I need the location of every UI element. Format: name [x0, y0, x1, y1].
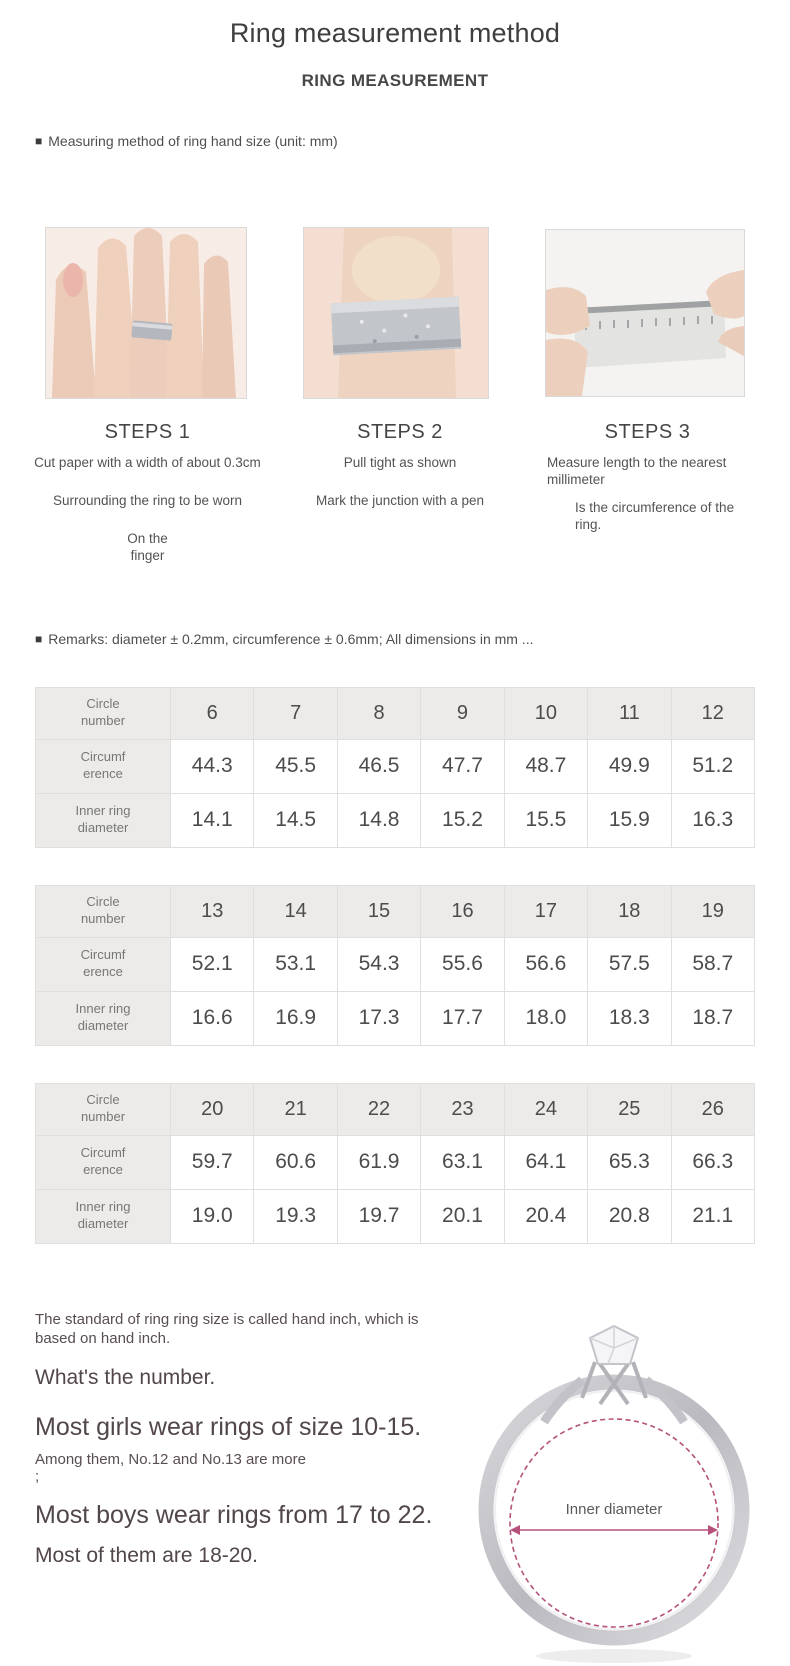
size-table-2	[35, 885, 755, 1046]
value-cell: 15.2	[421, 793, 504, 847]
value-cell: 18.0	[504, 991, 587, 1045]
value-cell: 49.9	[588, 739, 671, 793]
circle-number-cell: 17	[504, 885, 587, 937]
value-cell: 15.9	[588, 793, 671, 847]
value-cell: 58.7	[671, 937, 754, 991]
value-cell: 20.4	[504, 1189, 587, 1243]
row-label: Inner ring diameter	[36, 991, 171, 1045]
circle-number-cell: 23	[421, 1083, 504, 1135]
bottom-section	[0, 1310, 790, 1666]
ring-measurement-page	[0, 18, 790, 1666]
step2-title: STEPS 2	[357, 421, 443, 443]
circle-number-cell: 8	[337, 687, 420, 739]
measuring-method-label: Measuring method of ring hand size (unit: mm)	[48, 133, 338, 149]
measuring-method-heading	[35, 133, 790, 149]
circle-number-cell: 13	[171, 885, 254, 937]
value-cell: 19.3	[254, 1189, 337, 1243]
value-cell: 18.3	[588, 991, 671, 1045]
step3-line2: Is the circumference of the ring.	[575, 499, 735, 532]
sizing-notes	[0, 1310, 462, 1666]
value-cell: 17.7	[421, 991, 504, 1045]
circle-number-cell: 15	[337, 885, 420, 937]
row-label: Circle number	[36, 885, 171, 937]
inner-diameter-diagram	[462, 1318, 780, 1666]
value-cell: 66.3	[671, 1135, 754, 1189]
circle-number-cell: 25	[588, 1083, 671, 1135]
whats-the-number-note: What's the number.	[35, 1365, 216, 1389]
step1-line3: On the finger	[127, 530, 168, 563]
circle-number-cell: 9	[421, 687, 504, 739]
semicolon-note: ;	[35, 1467, 40, 1485]
step3-caption	[525, 399, 770, 565]
value-cell: 51.2	[671, 739, 754, 793]
hand-illustration	[46, 228, 246, 398]
value-cell: 14.8	[337, 793, 420, 847]
inner-diameter-row	[36, 991, 755, 1045]
circle-number-cell: 11	[588, 687, 671, 739]
step1-line1: Cut paper with a width of about 0.3cm	[34, 455, 261, 470]
value-cell: 15.5	[504, 793, 587, 847]
circle-number-row	[36, 1083, 755, 1135]
value-cell: 65.3	[588, 1135, 671, 1189]
step1-caption	[20, 399, 275, 565]
ring-reflection	[536, 1649, 692, 1663]
step1-title: STEPS 1	[104, 421, 191, 443]
value-cell: 64.1	[504, 1135, 587, 1189]
circumference-row	[36, 937, 755, 991]
value-cell: 21.1	[671, 1189, 754, 1243]
value-cell: 57.5	[588, 937, 671, 991]
circle-number-cell: 22	[337, 1083, 420, 1135]
row-label: Circumf erence	[36, 937, 171, 991]
boys-sizes-note: Most boys wear rings from 17 to 22.	[35, 1500, 433, 1529]
value-cell: 16.3	[671, 793, 754, 847]
value-cell: 20.1	[421, 1189, 504, 1243]
finger-closeup-illustration	[304, 228, 488, 398]
row-label: Circle number	[36, 687, 171, 739]
step-photos-row	[45, 227, 745, 399]
row-label: Circle number	[36, 1083, 171, 1135]
circle-number-cell: 20	[171, 1083, 254, 1135]
inner-diameter-dashed-circle	[510, 1419, 718, 1627]
circle-number-cell: 7	[254, 687, 337, 739]
row-label: Circumf erence	[36, 739, 171, 793]
size-table-3	[35, 1083, 755, 1244]
row-label: Circumf erence	[36, 1135, 171, 1189]
value-cell: 14.1	[171, 793, 254, 847]
step-captions-row	[20, 399, 780, 565]
page-subtitle: RING MEASUREMENT	[301, 71, 489, 90]
diameter-arrow	[510, 1525, 718, 1535]
circle-number-cell: 10	[504, 687, 587, 739]
standard-note: The standard of ring ring size is called hand inch, which is based on hand inch.	[35, 1310, 419, 1347]
circumference-row	[36, 1135, 755, 1189]
value-cell: 48.7	[504, 739, 587, 793]
step2-line1: Pull tight as shown	[343, 455, 457, 470]
value-cell: 54.3	[337, 937, 420, 991]
inner-diameter-row	[36, 793, 755, 847]
remarks-text: Remarks: diameter ± 0.2mm, circumference ± 0.6mm; All dimensions in mm ...	[48, 630, 534, 647]
circumference-row	[36, 739, 755, 793]
value-cell: 19.7	[337, 1189, 420, 1243]
value-cell: 18.7	[671, 991, 754, 1045]
value-cell: 16.6	[171, 991, 254, 1045]
square-bullet-icon: ■	[35, 631, 43, 646]
value-cell: 16.9	[254, 991, 337, 1045]
step1-hand-with-paper-ring-photo	[45, 227, 247, 399]
circle-number-cell: 21	[254, 1083, 337, 1135]
value-cell: 63.1	[421, 1135, 504, 1189]
row-label: Inner ring diameter	[36, 1189, 171, 1243]
circle-number-row	[36, 885, 755, 937]
circle-number-cell: 12	[671, 687, 754, 739]
step2-paper-strip-around-finger-photo	[303, 227, 489, 399]
circle-number-cell: 24	[504, 1083, 587, 1135]
value-cell: 17.3	[337, 991, 420, 1045]
value-cell: 20.8	[588, 1189, 671, 1243]
ring-size-table	[35, 885, 755, 1046]
girls-sizes-note: Most girls wear rings of size 10-15.	[35, 1412, 422, 1441]
diamond-icon	[590, 1326, 638, 1364]
ruler-strip-illustration	[546, 230, 744, 396]
circle-number-cell: 19	[671, 885, 754, 937]
value-cell: 19.0	[171, 1189, 254, 1243]
remarks-line	[35, 631, 790, 647]
among-them-note: Among them, No.12 and No.13 are more	[35, 1450, 306, 1468]
circle-number-cell: 26	[671, 1083, 754, 1135]
step2-line2: Mark the junction with a pen	[315, 492, 485, 508]
value-cell: 46.5	[337, 739, 420, 793]
ring-size-table	[35, 687, 755, 848]
value-cell: 59.7	[171, 1135, 254, 1189]
value-cell: 61.9	[337, 1135, 420, 1189]
most-of-them-note: Most of them are 18-20.	[35, 1543, 258, 1567]
value-cell: 55.6	[421, 937, 504, 991]
circle-number-cell: 18	[588, 885, 671, 937]
circle-number-cell: 6	[171, 687, 254, 739]
step3-measuring-strip-with-ruler-photo	[545, 229, 745, 397]
value-cell: 45.5	[254, 739, 337, 793]
ring-size-table	[35, 1083, 755, 1244]
step1-line2: Surrounding the ring to be worn	[52, 492, 243, 508]
value-cell: 56.6	[504, 937, 587, 991]
inner-diameter-row	[36, 1189, 755, 1243]
circle-number-cell: 16	[421, 885, 504, 937]
value-cell: 44.3	[171, 739, 254, 793]
value-cell: 52.1	[171, 937, 254, 991]
value-cell: 53.1	[254, 937, 337, 991]
inner-diameter-label: Inner diameter	[565, 1500, 663, 1518]
square-bullet-icon: ■	[35, 134, 43, 148]
step3-line1: Measure length to the nearest millimeter	[547, 455, 727, 487]
circle-number-row	[36, 687, 755, 739]
row-label: Inner ring diameter	[36, 793, 171, 847]
ring-diagram	[462, 1318, 780, 1666]
step2-caption	[275, 399, 525, 565]
size-table-1	[35, 687, 755, 848]
step3-title: STEPS 3	[604, 421, 691, 443]
value-cell: 14.5	[254, 793, 337, 847]
page-title: Ring measurement method	[229, 18, 561, 48]
value-cell: 60.6	[254, 1135, 337, 1189]
circle-number-cell: 14	[254, 885, 337, 937]
value-cell: 47.7	[421, 739, 504, 793]
